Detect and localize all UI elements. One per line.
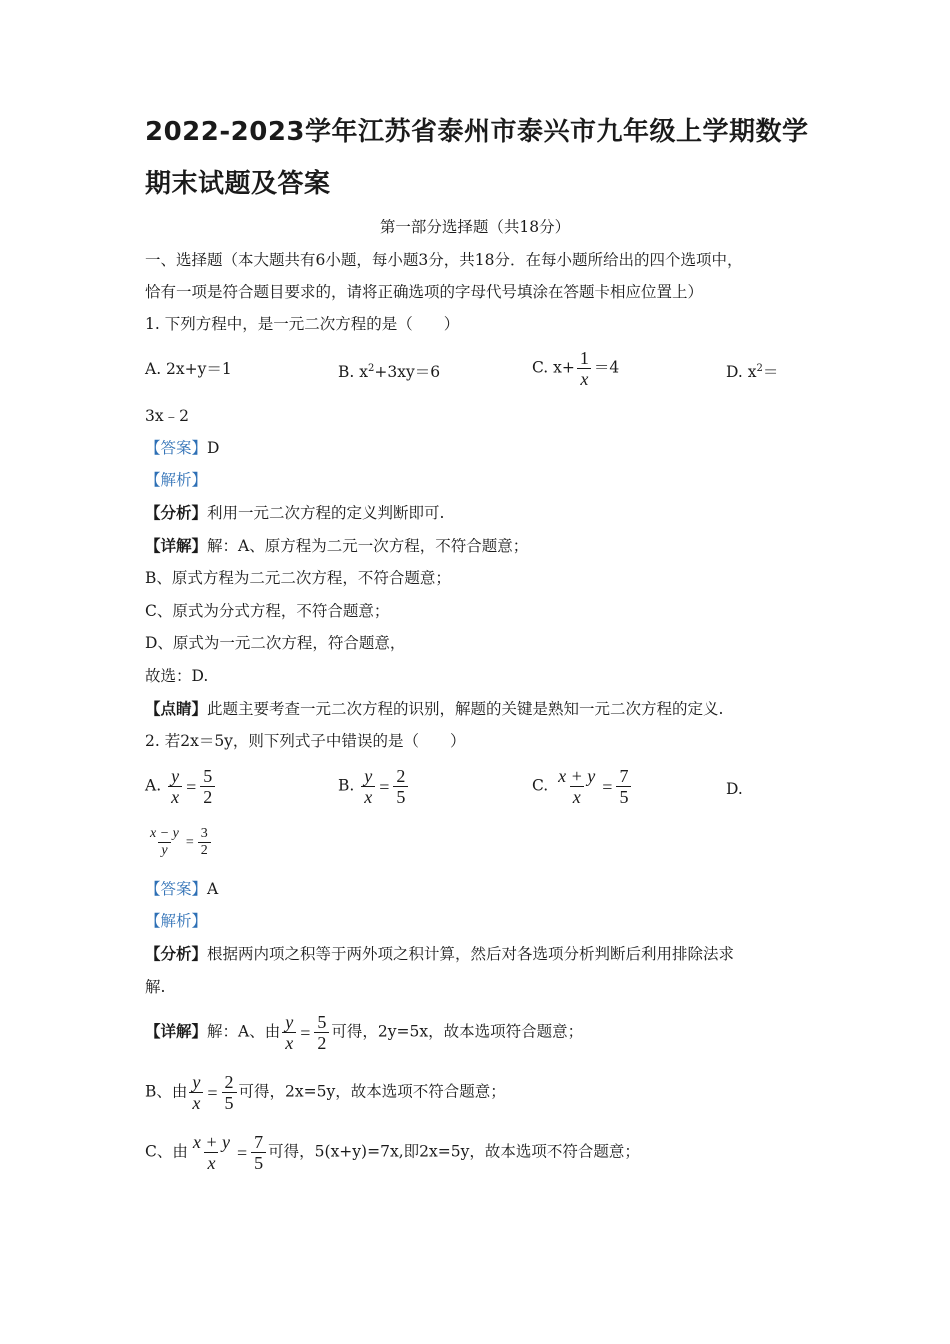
q1-answer	[145, 437, 219, 459]
xiangjie-tag: 【详解】	[145, 1021, 208, 1041]
q2-solution-c-post: 可得，5(x+y)=7x,即2x=5y，故本选项不符合题意；	[268, 1142, 640, 1161]
equals-sign: =	[185, 834, 194, 850]
q1-fenxi-text: 利用一元二次方程的定义判断即可.	[207, 504, 445, 522]
fraction-denominator: 5	[616, 786, 631, 807]
q2-xiangjie-post: 可得，2y=5x，故本选项符合题意；	[331, 1022, 584, 1041]
q2-option-c	[532, 766, 633, 807]
fraction-denominator: x	[168, 786, 182, 807]
fraction-denominator: y	[158, 842, 170, 859]
q2-solution-c-left-fraction	[190, 1132, 233, 1173]
q2-option-a	[145, 766, 217, 807]
q2-solution-c-right-fraction	[251, 1132, 266, 1173]
q1-option-a: A. 2x+y＝1	[145, 360, 232, 378]
fenxi-tag: 【分析】	[145, 503, 208, 522]
q1-solution-d: D、原式为一元二次方程，符合题意，	[145, 634, 406, 652]
q2-answer-value: A	[207, 880, 219, 898]
q1-option-d-pre: D. x	[726, 363, 757, 382]
q2-option-c-label: C.	[532, 776, 549, 795]
fraction-numerator: x + y	[192, 1132, 230, 1152]
q2-option-d-label: D.	[726, 780, 743, 798]
q2-analysis-tag: 【解析】	[145, 912, 208, 930]
q2-option-c-right-fraction	[616, 766, 631, 807]
q1-solution-c: C、原式为分式方程，不符合题意；	[145, 602, 390, 620]
fraction-numerator: 3	[200, 826, 208, 841]
fraction-denominator: 5	[251, 1152, 266, 1173]
equals-sign: =	[379, 776, 390, 797]
q1-option-d-exponent: 2	[756, 363, 763, 374]
q1-option-d	[726, 358, 778, 383]
fraction-denominator: x	[204, 1152, 218, 1173]
part-heading: 第一部分选择题（共18分）	[379, 218, 571, 236]
dianjing-tag: 【点睛】	[145, 699, 208, 718]
fraction-denominator: 2	[200, 786, 215, 807]
q2-option-a-left-fraction	[168, 766, 182, 807]
fraction-denominator: 5	[222, 1092, 237, 1113]
q1-xiangjie	[145, 535, 528, 557]
fenxi-tag: 【分析】	[145, 944, 208, 963]
q1-option-b	[338, 358, 440, 383]
q1-option-c-post: ＝4	[593, 358, 620, 377]
q1-xiangjie-text: 解：A、原方程为二元一次方程，不符合题意；	[207, 537, 529, 555]
q2-xiangjie-left-fraction	[282, 1012, 296, 1053]
q2-option-d	[145, 826, 213, 859]
q2-fenxi-text: 根据两内项之积等于两外项之积计算，然后对各选项分析判断后利用排除法求	[207, 945, 735, 963]
q2-solution-b-left-fraction	[189, 1072, 203, 1113]
fraction-numerator: y	[171, 766, 180, 786]
fraction-numerator: y	[192, 1072, 201, 1092]
q1-stem: 1. 下列方程中，是一元二次方程的是（ ）	[145, 315, 460, 333]
fraction-denominator: x	[570, 786, 584, 807]
fraction-numerator: 2	[224, 1072, 234, 1092]
q1-dianjing-text: 此题主要考查一元二次方程的识别，解题的关键是熟知一元二次方程的定义.	[207, 700, 724, 718]
q2-fenxi-continued: 解.	[145, 978, 166, 996]
fraction-numerator: 1	[579, 348, 589, 368]
q1-option-b-post: +3xy＝6	[374, 363, 441, 382]
fraction-numerator: y	[364, 766, 373, 786]
q1-dianjing	[145, 698, 723, 720]
fraction-numerator: 5	[317, 1012, 327, 1032]
q2-option-a-label: A.	[145, 776, 162, 795]
q2-option-b-right-fraction	[393, 766, 408, 807]
fraction-numerator: 7	[619, 766, 629, 786]
equals-sign: =	[186, 776, 197, 797]
fraction-denominator: x	[189, 1092, 203, 1113]
equals-sign: =	[207, 1082, 218, 1103]
q2-option-d-right-fraction	[198, 826, 211, 859]
fraction-denominator: x	[361, 786, 375, 807]
q1-fenxi	[145, 502, 444, 524]
q2-answer	[145, 878, 218, 900]
q2-solution-c	[145, 1132, 640, 1173]
q1-option-d-continued: 3x﹣2	[145, 407, 189, 425]
q2-solution-b-pre: B、由	[145, 1082, 188, 1101]
q1-option-b-exponent: 2	[368, 363, 375, 374]
fraction-denominator: x	[282, 1032, 296, 1053]
q2-stem: 2. 若2x＝5y，则下列式子中错误的是（ ）	[145, 732, 466, 750]
q2-option-a-right-fraction	[200, 766, 215, 807]
q1-solution-b: B、原式方程为二元二次方程，不符合题意；	[145, 569, 451, 587]
section-instructions-line-2: 恰有一项是符合题目要求的，请将正确选项的字母代号填涂在答题卡相应位置上）	[145, 283, 704, 301]
section-instructions-line-1: 一、选择题（本大题共有6小题，每小题3分，共18分．在每小题所给出的四个选项中，	[145, 251, 743, 269]
q1-answer-value: D	[207, 439, 220, 457]
q2-option-d-left-fraction	[147, 826, 182, 859]
q2-fenxi	[145, 943, 734, 965]
q2-option-c-left-fraction	[555, 766, 598, 807]
equals-sign: =	[602, 776, 613, 797]
fraction-denominator: 2	[314, 1032, 329, 1053]
q2-solution-b-right-fraction	[222, 1072, 237, 1113]
fraction-numerator: y	[285, 1012, 294, 1032]
fraction-numerator: 7	[254, 1132, 264, 1152]
q2-xiangjie-pre: 解：A、由	[207, 1022, 281, 1041]
q1-option-c	[532, 348, 619, 389]
q1-option-c-pre: C. x+	[532, 358, 575, 377]
q2-option-b-label: B.	[338, 776, 355, 795]
fraction-numerator: x + y	[558, 766, 596, 786]
q1-option-c-fraction	[577, 348, 592, 389]
equals-sign: =	[237, 1142, 248, 1163]
q2-solution-c-pre: C、由	[145, 1142, 188, 1161]
fraction-denominator: 5	[393, 786, 408, 807]
equals-sign: =	[300, 1022, 311, 1043]
q1-conclusion: 故选：D.	[145, 667, 209, 685]
answer-tag: 【答案】	[145, 439, 208, 457]
fraction-numerator: 2	[396, 766, 406, 786]
q1-analysis-tag: 【解析】	[145, 471, 208, 489]
q2-option-b-left-fraction	[361, 766, 375, 807]
q2-solution-b	[145, 1072, 506, 1113]
q2-solution-b-post: 可得，2x=5y，故本选项不符合题意；	[238, 1082, 506, 1101]
fraction-denominator: x	[577, 368, 591, 389]
document-title: 2022-2023学年江苏省泰州市泰兴市九年级上学期数学期末试题及答案	[145, 117, 809, 199]
answer-tag: 【答案】	[145, 880, 208, 898]
q1-option-d-post: ＝	[762, 363, 779, 382]
fraction-numerator: 5	[203, 766, 213, 786]
q2-xiangjie-right-fraction	[314, 1012, 329, 1053]
q2-xiangjie	[145, 1012, 583, 1053]
fraction-denominator: 2	[198, 842, 211, 859]
q1-option-b-pre: B. x	[338, 363, 368, 382]
fraction-numerator: x − y	[150, 826, 179, 841]
q2-option-b	[338, 766, 410, 807]
xiangjie-tag: 【详解】	[145, 536, 208, 555]
